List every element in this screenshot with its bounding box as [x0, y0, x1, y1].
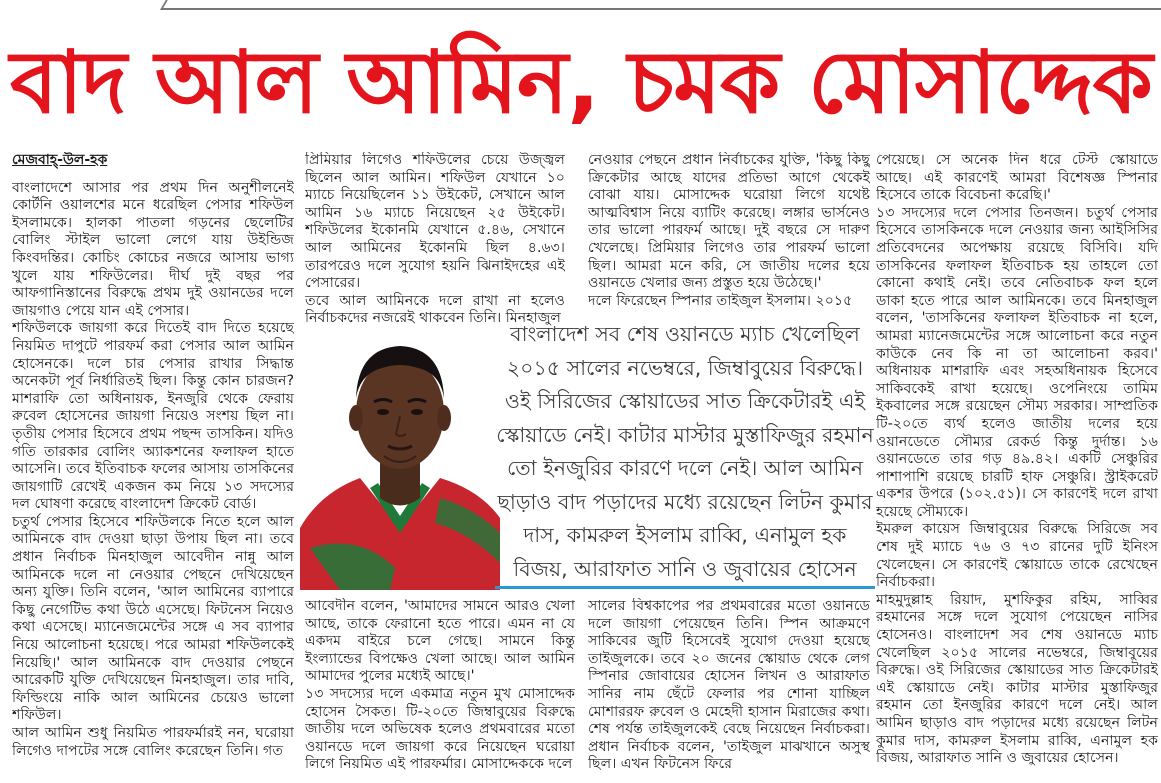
column-4	[876, 152, 1158, 780]
paragraph: বাংলাদেশে আসার পর প্রথম দিন অনুশীলনেই কোর্টনি ওয়ালশের মনে ধরেছিল পেসার শফিউল ইসলামকে। হালকা পাতলা গড়নের ছেলেটির বোলিং স্টাইল ভালো লেগে যায় উইন্ডিজ কিংবদন্তির। কোচিং কোচের নজরে আসায় ভাগ্য খুলে যায় শফিউলের। দীর্ঘ দুই বছর পর আফগানিস্তানের বিরুদ্ধে প্রথম দুই ওয়ানডের দলে জায়গাও পেয়ে যান এই পেসার।	[12, 179, 294, 319]
pull-quote: বাংলাদেশ সব শেষ ওয়ানডে ম্যাচ খেলেছিল ২০১৫ সালের নভেম্বরে, জিম্বাবুয়ের বিরুদ্ধে। ওই সিরিজের স্কোয়াডের সাত ক্রিকেটারই এই স্কোয়াডে নেই। কাটার মাস্টার মুস্তাফিজুর রহমান তো ইনজুরির কারণে দলে নেই। আল আমিন ছাড়াও বাদ পড়াদের মধ্যে রয়েছেন লিটন কুমার দাস, কামরুল ইসলাম রাব্বি, এনামুল হক বিজয়, আরাফাত সানি ও জুবায়ের হোসেন	[496, 322, 874, 581]
top-rule	[0, 0, 1161, 22]
player-photo	[300, 318, 500, 590]
paragraph: চতুর্থ পেসার হিসেবে শফিউলকে নিতে হলে আল আমিনকে বাদ দেওয়া ছাড়া উপায় ছিল না। তবে প্রধান নির্বাচক মিনহাজুল আবেদীন নান্নু আল আমিনকে দলে না নেওয়ার পেছনে দেখিয়েছেন অন্য যুক্তি। তিনি বলেন, 'আল আমিনের ব্যাপারে কিছু নেগেটিভ কথা উঠে এসেছে। ফিটনেস নিয়েও কথা এসেছে। ম্যানেজমেন্টের সঙ্গে এ সব ব্যাপার নিয়ে আলোচনা হয়েছে। পরে আমরা শফিউলকেই নিয়েছি।' আল আমিনকে বাদ দেওয়ার পেছনে আরেকটি যুক্তি দেখিয়েছেন মিনহাজুল। তার দাবি, ফিল্ডিংয়ে নাকি আল আমিনের চেয়েও ভালো শফিউল।	[12, 513, 294, 724]
paragraph: আবেদীন বলেন, 'আমাদের সামনে আরও খেলা আছে, তাকে ফেরানো হতে পারে। এমন না যে একদম বাইরে চলে গেছে। সামনে কিন্তু ইংল্যান্ডের বিপক্ষেও খেলা আছে। আল আমিন আমাদের পুলের মধ্যেই আছে।'	[305, 598, 575, 685]
paragraph: প্রিমিয়ার লিগেও শফিউলের চেয়ে উজ্জ্বল ছিলেন আল আমিন। শফিউল যেখানে ১০ ম্যাচে নিয়েছিলেন ১১ উইকেট, সেখানে আল আমিন ১৬ ম্যাচে নিয়েছেন ২৫ উইকেট। শফিউলের ইকোনমি যেখানে ৫.৪৬, সেখানে আল আমিনের ইকোনমি ছিল ৪.৬৩। তারপরেও দলে সুযোগ হয়নি ঝিনাইদহের এই পেসারের।	[305, 152, 565, 292]
byline: মেজবাহ্-উল-হক	[12, 152, 108, 168]
paragraph: তবে আল আমিনকে দলে রাখা না হলেও নির্বাচকদের নজরেই থাকবেন তিনি। মিনহাজুল	[305, 292, 565, 327]
column-2-bottom	[305, 598, 575, 780]
paragraph: আল আমিন শুধু নিয়মিত পারফর্মারই নন, ঘরোয়া লিগেও দাপটের সঙ্গে বোলিং করেছেন তিনি। গত	[12, 725, 294, 759]
paragraph: শফিউলকে জায়গা করে দিতেই বাদ দিতে হয়েছে নিয়মিত দাপুটে পারফর্ম করা পেসার আল আমিন হোসেনকে। দলে চার পেসার রাখার সিদ্ধান্ত অনেকটা পূর্ব নির্ধারিতই ছিল। কিন্তু কোন চারজন? মাশরাফি তো অধিনায়ক, ইনজুরি থেকে ফেরায় রুবেল হোসেনের জায়গা নিয়েও সংশয় ছিল না। তৃতীয় পেসার হিসেবে প্রথম পছন্দ তাসকিন। যদিও গতি তারকার বোলিং অ্যাকশনের ফলাফল হাতে আসেনি। তবে ইতিবাচক ফলের আসায় তাসকিনের জায়গাটি রেখেই একজন কম নিয়ে ১৩ সদস্যের দল ঘোষণা করেছে বাংলাদেশ ক্রিকেট বোর্ড।	[12, 320, 294, 513]
paragraph: ইমরুল কায়েস জিম্বাবুয়ের বিরুদ্ধে সিরিজে সব শেষ দুই ম্যাচে ৭৬ ও ৭৩ রানের দুটি ইনিংস খেলেছেন। সে কারণেই স্কোয়াডে তাকে রেখেছেন নির্বাচকরা।	[876, 521, 1158, 591]
column-1	[12, 152, 294, 780]
column-3-top	[588, 152, 870, 312]
paragraph: মাহমুদুল্লাহ রিয়াদ, মুশফিকুর রহিম, সাব্বির রহমানের সঙ্গে দলে সুযোগ পেয়েছেন নাসির হোসেনও। বাংলাদেশ সব শেষ ওয়ানডে ম্যাচ খেলেছিল ২০১৫ সালের নভেম্বরে, জিম্বাবুয়ের বিরুদ্ধে। ওই সিরিজের স্কোয়াডের সাত ক্রিকেটারই এই স্কোয়াডে নেই। কাটার মাস্টার মুস্তাফিজুর রহমান তো ইনজুরির কারণে দলে নেই। আল আমিন ছাড়াও বাদ পড়াদের মধ্যে রয়েছেন লিটন কুমার দাস, কামরুল ইসলাম রাব্বি, এনামুল হক বিজয়, আরাফাত সানি ও জুবায়ের হোসেন।	[876, 591, 1158, 767]
headline: বাদ আল আমিন, চমক মোসাদ্দেক	[10, 33, 1152, 133]
column-3-bottom	[588, 598, 870, 780]
paragraph: ১৩ সদস্যের দলে একমাত্র নতুন মুখ মোসাদ্দেক হোসেন সৈকত। টি-২০তে জিম্বাবুয়ের বিরুদ্ধে জাতীয় দলে অভিষেক হলেও প্রথমবারের মতো ওয়ানডে দলে জায়গা করে নিয়েছেন ঘরোয়া লিগে নিয়মিত এই পারফর্মার। মোসাদ্দেককে দলে	[305, 685, 575, 773]
pull-quote-rule	[495, 586, 875, 589]
paragraph: পেয়েছে। সে অনেক দিন ধরে টেস্ট স্কোয়াডে আছে। এই কারণেই আমরা বিশেষজ্ঞ স্পিনার হিসেবে তাকে বিবেচনা করেছি।'	[876, 152, 1158, 204]
paragraph: নেওয়ার পেছনে প্রধান নির্বাচকের যুক্তি, 'কিছু কিছু ক্রিকেটার আছে যাদের প্রতিভা আগে থেকেই বোঝা যায়। মোসাদ্দেক ঘরোয়া লিগে যথেষ্ট আত্মবিশ্বাস নিয়ে ব্যাটিং করেছে। লঙ্গার ভার্সনেও তার ভালো পারফর্ম আছে। দুই বছরে সে দারুণ খেলেছে। প্রিমিয়ার লিগেও তার পারফর্ম ভালো ছিল। আমরা মনে করি, সে জাতীয় দলের হয়ে ওয়ানডে খেলার জন্য প্রস্তুত হয়ে উঠেছে।'	[588, 152, 870, 292]
paragraph: দলে ফিরেছেন স্পিনার তাইজুল ইসলাম। ২০১৫	[588, 292, 853, 309]
column-2-top	[305, 152, 565, 342]
paragraph: ১৩ সদস্যের দলে পেসার তিনজন। চতুর্থ পেসার হিসেবে তাসকিনকে দলে নেওয়ার জন্য আইসিসির প্রতিবেদনের অপেক্ষায় রয়েছে বিসিবি। যদি তাসকিনের ফলাফল ইতিবাচক হয় তাহলে তো কোনো কথাই নেই। তবে নেতিবাচক ফল হলে ডাকা হতে পারে আল আমিনকে। তবে মিনহাজুল বলেন, 'তাসকিনের ফলাফল ইতিবাচক না হলে, আমরা ম্যানেজমেন্টের সঙ্গে আলোচনা করে নতুন কাউকে নেব কি না তা আলোচনা করব।' অধিনায়ক মাশরাফি এবং সহঅধিনায়ক হিসেবে সাকিবকেই রাখা হয়েছে। ওপেনিংয়ে তামিম ইকবালের সঙ্গে রয়েছেন সৌম্য সরকার। সাম্প্রতিক টি-২০তে ব্যর্থ হলেও জাতীয় দলের হয়ে ওয়ানডেতে সৌম্যর রেকর্ড কিন্তু দুর্দান্ত। ১৬ ওয়ানডেতে তার গড় ৪৯.৪২। একটি সেঞ্চুরির পাশাপাশি রয়েছে চারটি হাফ সেঞ্চুরি। স্ট্রাইকরেট একশর উপরে (১০২.৫১)। সে কারণেই দলে রাখা হয়েছে সৌম্যকে।	[876, 204, 1158, 520]
paragraph: সালের বিশ্বকাপের পর প্রথমবারের মতো ওয়ানডে দলে জায়গা পেয়েছেন তিনি। স্পিন আক্রমণে সাকিবের জুটি হিসেবেই সুযোগ দেওয়া হয়েছে তাইজুলকে। তবে ২০ জনের স্কোয়াড থেকে লেগ স্পিনার জোবায়ের হোসেন লিখন ও আরাফাত সানির নাম ছেঁটে ফেলার পর শোনা যাচ্ছিল মোশাররফ রুবেল ও মেহেদী হাসান মিরাজের কথা। শেষ পর্যন্ত তাইজুলকেই বেছে নিয়েছেন নির্বাচকরা। প্রধান নির্বাচক বলেন, 'তাইজুল মাঝখানে অসুস্থ ছিল। এখন ফিটনেস ফিরে	[588, 598, 870, 773]
